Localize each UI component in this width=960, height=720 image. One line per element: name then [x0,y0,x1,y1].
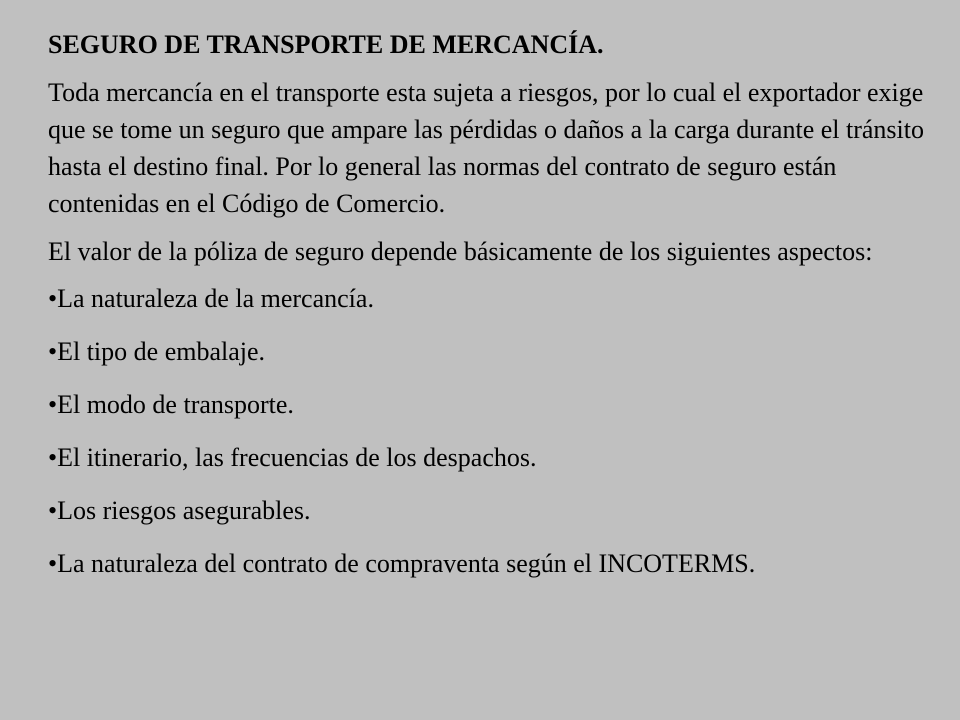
list-item: •La naturaleza del contrato de compraventa según el INCOTERMS. [48,549,756,578]
list-item: •El itinerario, las frecuencias de los despachos. [48,443,537,472]
list-item: •Los riesgos asegurables. [48,496,311,525]
list-item: •El modo de transporte. [48,390,294,419]
slide-content [48,27,948,582]
aspects-paragraph: El valor de la póliza de seguro depende básicamente de los siguientes aspectos: [48,237,873,266]
slide-title: SEGURO DE TRANSPORTE DE MERCANCÍA. [48,30,604,59]
intro-paragraph: Toda mercancía en el transporte esta sujeta a riesgos, por lo cual el exportador exige que se tome un seguro que ampare las pérdidas o daños a la carga durante el tránsito hasta el destino final. Por lo general las normas del contrato de seguro están contenidas en el Código de Comercio. [48,78,924,218]
list-item: •La naturaleza de la mercancía. [48,284,374,313]
list-item: •El tipo de embalaje. [48,337,266,366]
aspects-list [48,281,948,582]
